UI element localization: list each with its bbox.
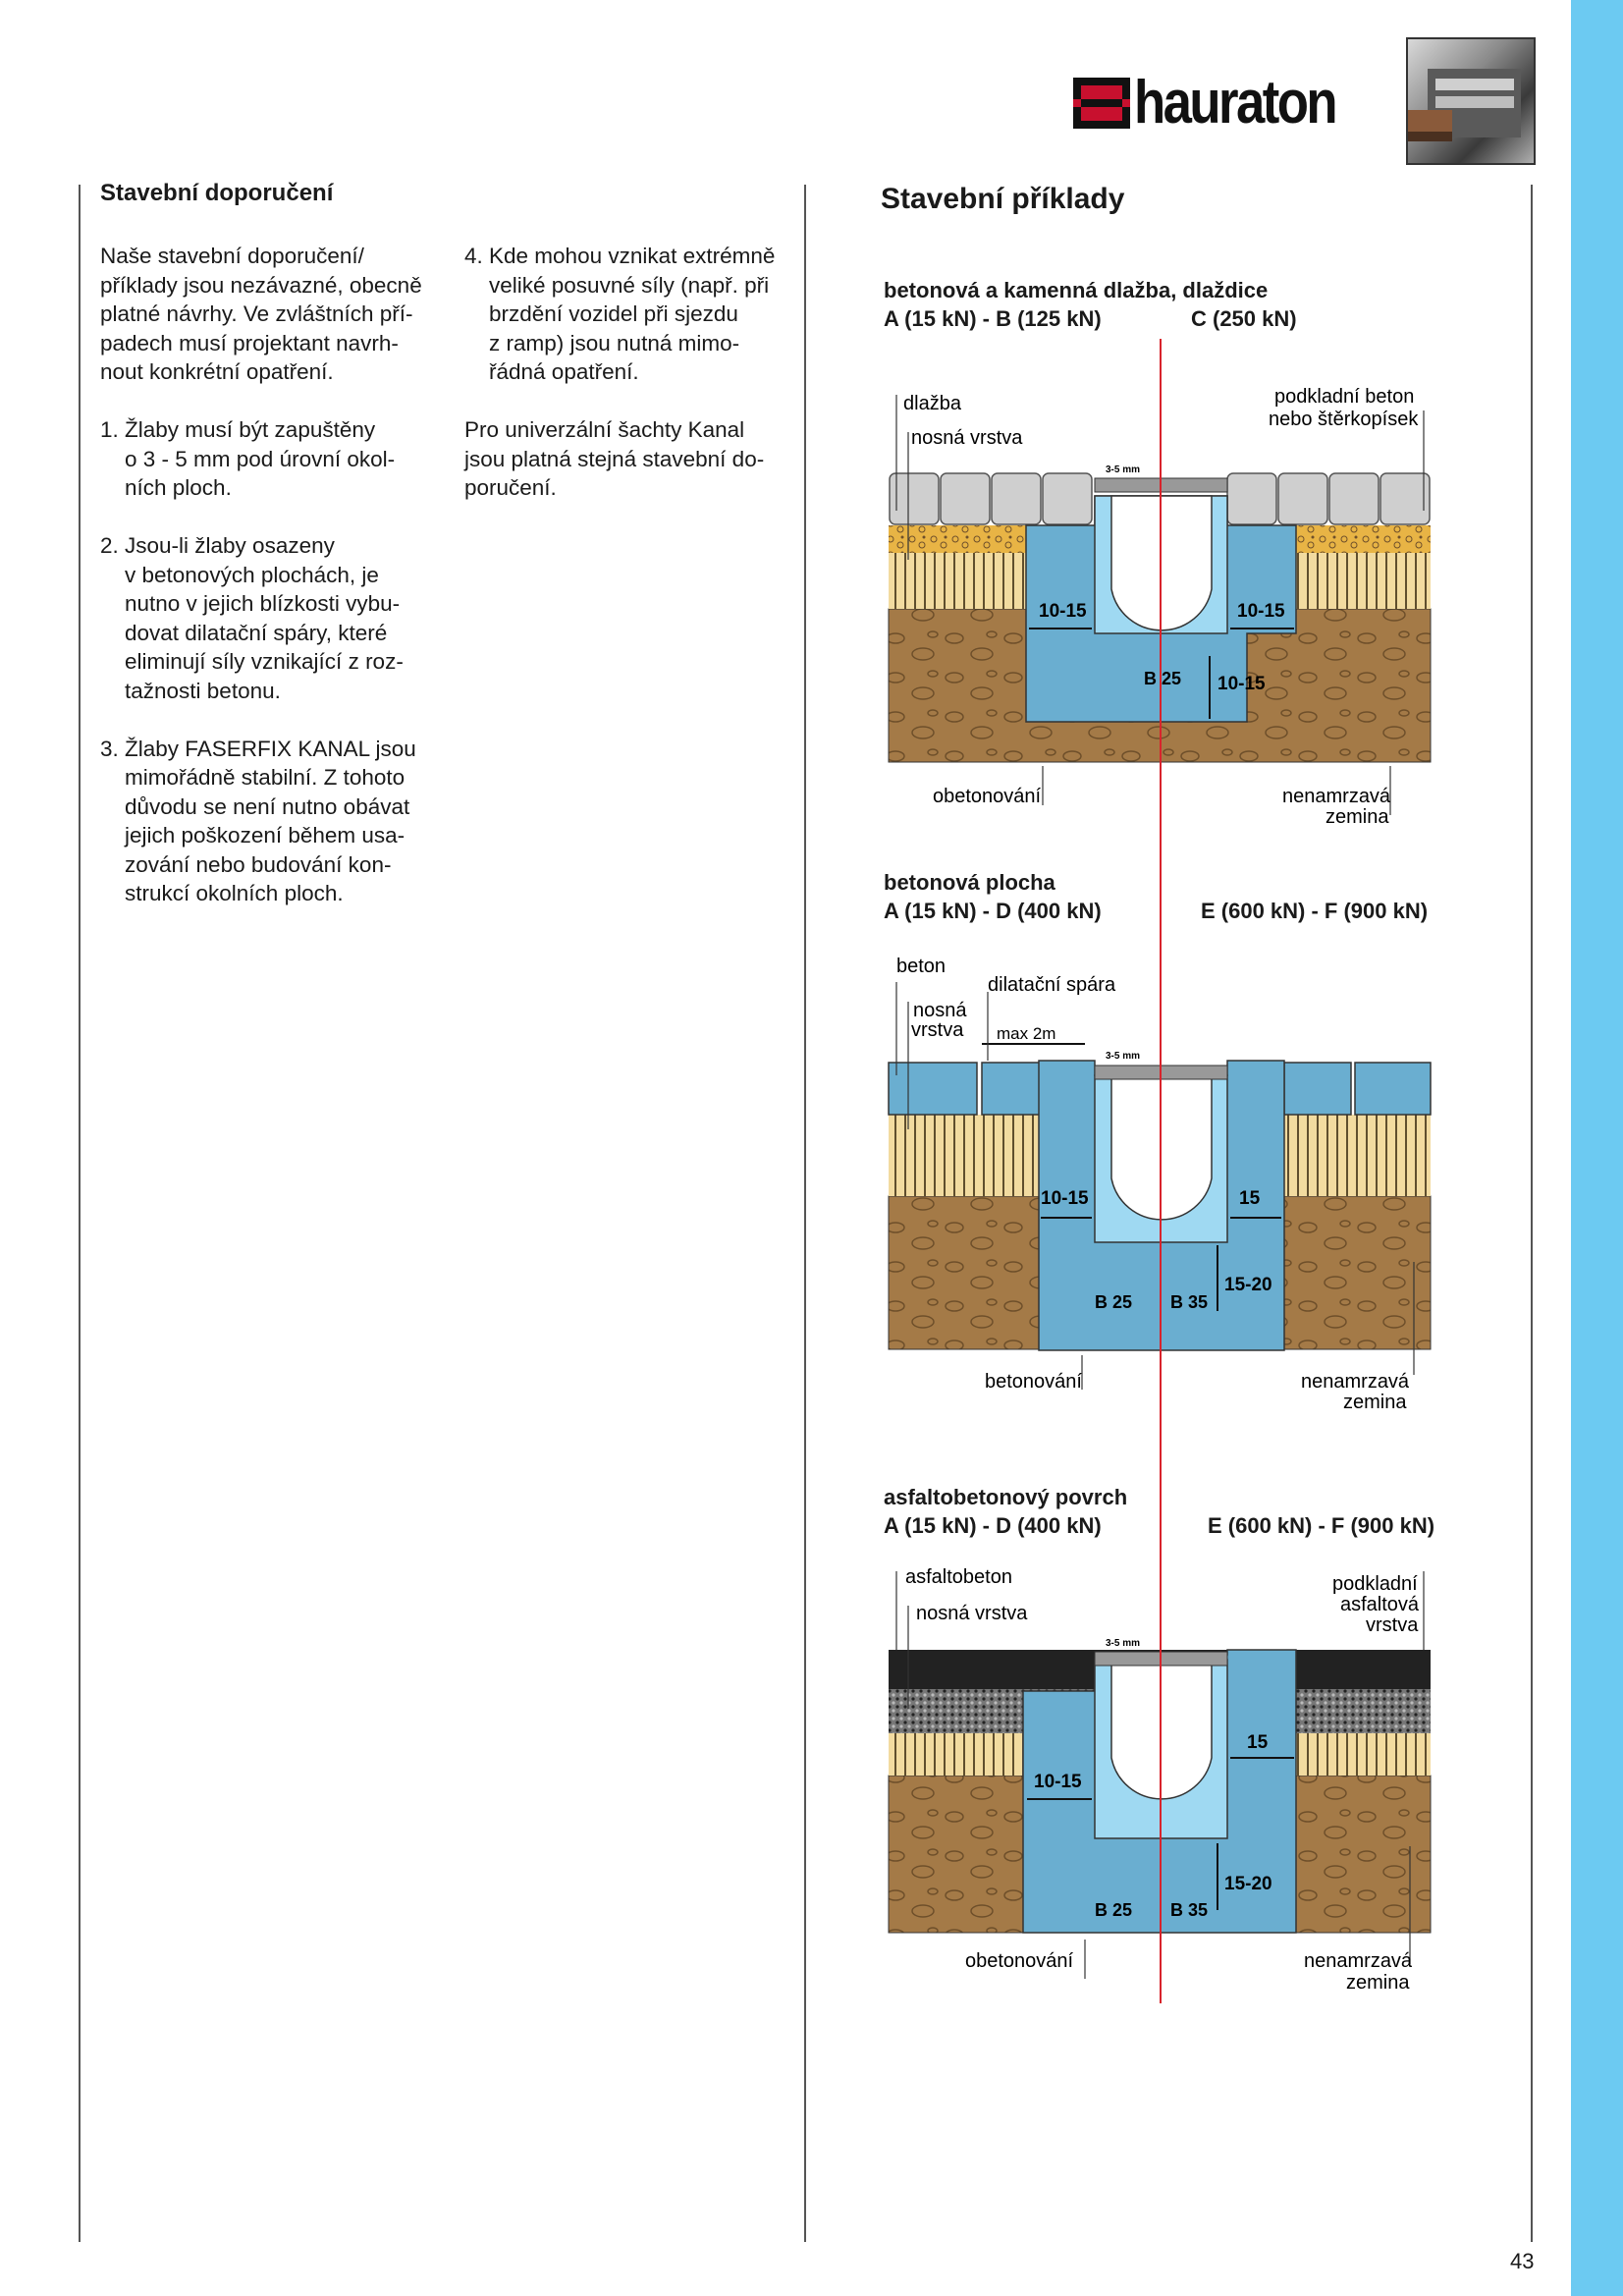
d3-asphalt-base-2: asfaltová bbox=[1340, 1594, 1420, 1615]
d2-concrete-a: B 25 bbox=[1095, 1292, 1133, 1312]
example1-load-left: A (15 kN) - B (125 kN) bbox=[884, 306, 1102, 331]
d3-bottom: 15-20 bbox=[1224, 1874, 1272, 1894]
d1-bottom: 10-15 bbox=[1217, 674, 1266, 694]
example3-load-right: E (600 kN) - F (900 kN) bbox=[1208, 1513, 1435, 1538]
example2-title: betonová plocha bbox=[884, 870, 1055, 895]
d2-soil-1: nenamrzavá bbox=[1301, 1371, 1410, 1393]
middle-column-text: 4. Kde mohou vznikat extrémně veliké posuvné síly (např. při brzdění vozidel při sjezdu z ramp) jsou nutná mimo- řádná opatření. Pro univerzální šachty Kanal jsou platná stejná stavební do- poručení. bbox=[464, 244, 776, 500]
example2-load-left: A (15 kN) - D (400 kN) bbox=[884, 899, 1102, 923]
d2-bottom: 15-20 bbox=[1224, 1275, 1272, 1295]
d2-joint: dilatační spára bbox=[988, 974, 1116, 996]
example3-load-left: A (15 kN) - D (400 kN) bbox=[884, 1513, 1102, 1538]
d3-side-right: 15 bbox=[1247, 1732, 1269, 1753]
d2-encasement: betonování bbox=[985, 1371, 1082, 1393]
d2-side-right: 15 bbox=[1239, 1188, 1261, 1209]
d1-concrete: B 25 bbox=[1144, 669, 1182, 688]
d2-gap: 3-5 mm bbox=[1106, 1051, 1141, 1062]
d3-encasement: obetonování bbox=[965, 1950, 1074, 1972]
left-heading: Stavební doporučení bbox=[100, 180, 334, 206]
d2-max: max 2m bbox=[997, 1024, 1056, 1043]
d2-side-left: 10-15 bbox=[1041, 1188, 1089, 1209]
d2-base-1: nosná bbox=[913, 1000, 967, 1021]
d1-base-label: nosná vrstva bbox=[911, 427, 1023, 449]
example3-title: asfaltobetonový povrch bbox=[884, 1485, 1128, 1509]
d1-encasement-label: obetonování bbox=[933, 786, 1042, 807]
d2-soil-2: zemina bbox=[1343, 1392, 1407, 1413]
d1-soil-label-2: zemina bbox=[1325, 806, 1389, 828]
d2-concrete-surface: beton bbox=[896, 956, 947, 977]
d1-bedding-label-1: podkladní beton bbox=[1274, 386, 1415, 408]
left-column-text: Naše stavební doporučení/ příklady jsou nezávazné, obecně platné návrhy. Ve zvláštních pří- padech musí projektant navrh- nout konkrétní opatření. 1. Žlaby musí být zapuštěny o 3 - 5 mm pod úrovní okol- ních ploch. 2. Jsou-li žlaby osazeny v betonových plochách, je nutno v jejich blízkosti vybu- dovat dilatační spáry, které eliminují síly vznikající z roz- tažnosti betonu. 3. Žlaby FASERFIX KANAL jsou mimořádně stabilní. Z tohoto důvodu se není nutno obávat jejich poškození během usa- zování nebo budování kon- strukcí okolních ploch. bbox=[100, 244, 422, 905]
d3-asphalt: asfaltobeton bbox=[905, 1566, 1012, 1588]
d1-paving-label: dlažba bbox=[903, 393, 961, 414]
d1-gap: 3-5 mm bbox=[1106, 465, 1141, 475]
d3-asphalt-base-1: podkladní bbox=[1332, 1573, 1418, 1595]
d3-asphalt-base-3: vrstva bbox=[1366, 1614, 1419, 1636]
example1-title: betonová a kamenná dlažba, dlaždice bbox=[884, 278, 1269, 302]
right-heading: Stavební příklady bbox=[881, 183, 1125, 215]
d2-base-2: vrstva bbox=[911, 1019, 964, 1041]
d3-concrete-b: B 35 bbox=[1170, 1900, 1209, 1920]
d1-side-right: 10-15 bbox=[1237, 601, 1285, 622]
d1-bedding-label-2: nebo štěrkopísek bbox=[1269, 409, 1419, 430]
d3-gap: 3-5 mm bbox=[1106, 1638, 1141, 1649]
d3-concrete-a: B 25 bbox=[1095, 1900, 1133, 1920]
d3-base: nosná vrstva bbox=[916, 1603, 1028, 1624]
d1-side-left: 10-15 bbox=[1039, 601, 1087, 622]
example1-load-right: C (250 kN) bbox=[1191, 306, 1297, 331]
brand-name: hauraton bbox=[1134, 69, 1336, 137]
page-number: 43 bbox=[1510, 2249, 1535, 2273]
d3-side-left: 10-15 bbox=[1034, 1772, 1082, 1792]
d3-soil-2: zemina bbox=[1346, 1972, 1410, 1994]
d2-concrete-b: B 35 bbox=[1170, 1292, 1209, 1312]
example2-load-right: E (600 kN) - F (900 kN) bbox=[1201, 899, 1429, 923]
d3-soil-1: nenamrzavá bbox=[1304, 1950, 1413, 1972]
d1-soil-label-1: nenamrzavá bbox=[1282, 786, 1391, 807]
